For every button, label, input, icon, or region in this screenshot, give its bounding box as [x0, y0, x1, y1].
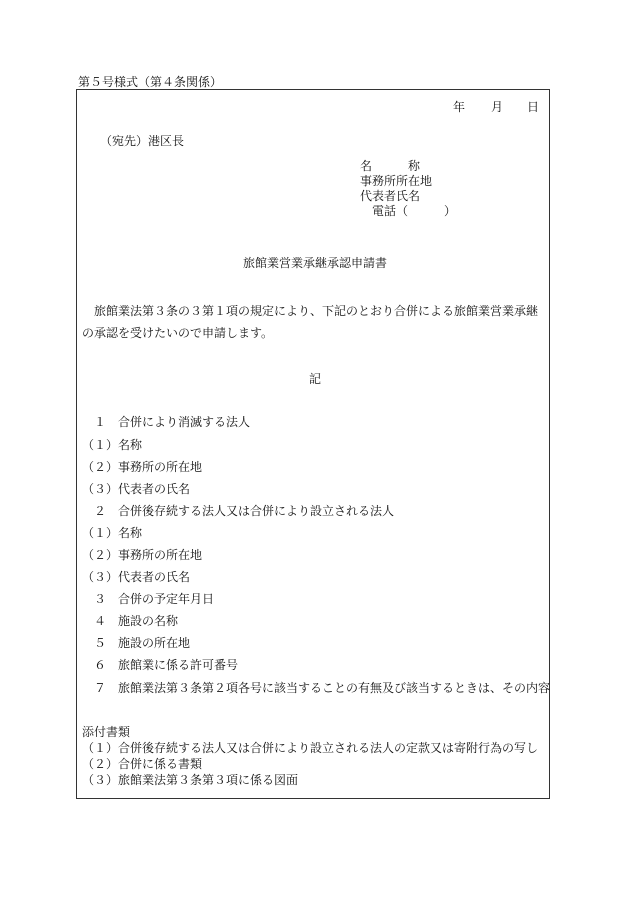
item-2-2: （２）事務所の所在地 [82, 548, 203, 562]
date-year: 年 [453, 100, 466, 114]
addressee: （宛先）港区長 [100, 134, 185, 148]
item-6: ６ 旅館業に係る許可番号 [94, 658, 239, 672]
date-month: 月 [491, 100, 504, 114]
applicant-name-label: 名 称 [360, 159, 421, 173]
applicant-office-label: 事務所所在地 [360, 174, 433, 188]
body-text: 旅館業法第３条の３第１項の規定により、下記のとおり合併による旅館業営業承継の承認を受けたいので申請します。 [82, 304, 539, 340]
item-2-3: （３）代表者の氏名 [82, 570, 191, 584]
item-4: ４ 施設の名称 [94, 614, 179, 628]
item-7: ７ 旅館業法第３条第２項各号に該当することの有無及び該当するときは、その内容 [94, 681, 551, 695]
ki-heading: 記 [308, 372, 321, 386]
item-1-1: （１）名称 [82, 438, 143, 452]
form-number: 第５号様式（第４条関係） [78, 75, 223, 89]
item-3: ３ 合併の予定年月日 [94, 592, 215, 606]
item-2: ２ 合併後存続する法人又は合併により設立される法人 [94, 504, 395, 518]
date-day: 日 [527, 100, 540, 114]
item-2-1: （１）名称 [82, 526, 143, 540]
item-5: ５ 施設の所在地 [94, 636, 191, 650]
item-1-2: （２）事務所の所在地 [82, 460, 203, 474]
attachment-1: （１）合併後存続する法人又は合併により設立される法人の定款又は寄附行為の写し [82, 741, 539, 755]
date-line [453, 98, 539, 115]
attachment-3: （３）旅館業法第３条第３項に係る図面 [82, 773, 299, 787]
attachments [82, 724, 538, 788]
applicant-block [360, 159, 456, 219]
attachments-heading: 添付書類 [82, 725, 131, 739]
item-1: １ 合併により消滅する法人 [94, 415, 251, 429]
applicant-phone-label: 電話（ ） [372, 204, 457, 218]
attachment-2: （２）合併に係る書類 [82, 757, 203, 771]
applicant-representative-label: 代表者氏名 [360, 189, 421, 203]
document-title: 旅館業営業承継承認申請書 [242, 256, 387, 270]
item-1-3: （３）代表者の氏名 [82, 482, 191, 496]
